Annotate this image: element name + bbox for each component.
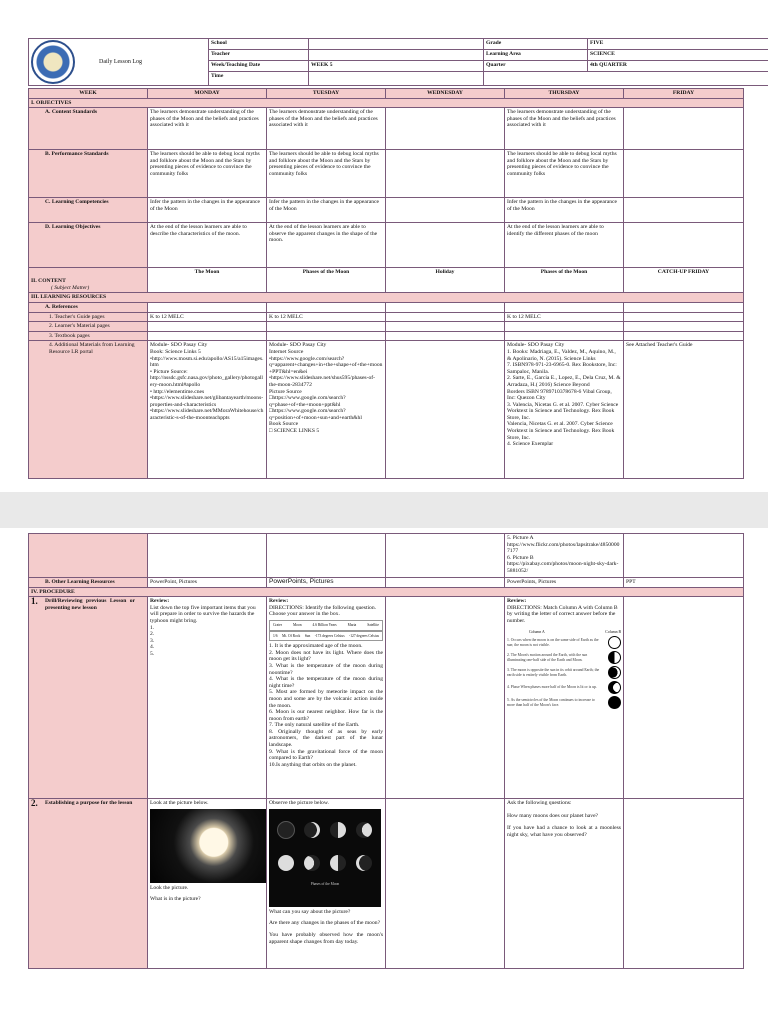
additional-materials-thu: Module- SDO Pasay City 1. Books: Madriaga, E., Valdez, M., Aquino, M., & Apolinario, N. (2015). Science Links 7. ISBN978-971-23-6965-0. Rex Bookstore, Inc: Sampaloc, Manila. 2. Sarte, E., Garcia E., Lopez, E., Dela Cruz, M. & Arradaza, H.( 2016) Science Beyond Borders ISBN 9789710378678-6 Vibal Group, Inc: Quezon City 3. Valencia, Nicetas G. et al. 2007. Cyber Science Worktext in Science and Technology. Rex Book Store, Inc. Valencia, Nicetas G. et al. 2007. Cyber Science Worktext in Science and Technology. Rex Book Store, Inc. 4. Science Exemplar (505, 341, 624, 479)
grade-label: Grade (484, 39, 588, 50)
choice: -173 degrees Celsius (314, 633, 345, 638)
drill-mon (148, 597, 267, 799)
learning-competencies-label: C. Learning Competencies (29, 198, 148, 223)
purpose-thu-intro: Ask the following questions: (507, 800, 572, 807)
content-heading: II. CONTENT (31, 278, 66, 285)
header-table (28, 38, 768, 86)
content-standards-thu: The learners demonstrate understanding of the phases of the Moon and the beliefs and practices associated with it (505, 108, 624, 150)
drill-tue (267, 597, 386, 799)
match-row (507, 665, 621, 680)
grade-value: FIVE (588, 39, 768, 50)
learning-competencies-fri (624, 198, 744, 223)
tg-pages-mon: K to 12 MELC (148, 312, 267, 322)
moon-phase-icon (330, 855, 346, 871)
col-thursday: THURSDAY (505, 89, 624, 99)
moon-phase-icon (356, 822, 372, 838)
purpose-thu-q2: If you have had a chance to look at a moonless night sky, what have you observed? (507, 825, 621, 838)
column-a-label: Column A (529, 629, 545, 634)
purpose-thu (505, 799, 624, 969)
learning-competencies-mon: Infer the pattern in the changes in the appearance of the Moon (148, 198, 267, 223)
col-monday: MONDAY (148, 89, 267, 99)
choice: Maria (347, 622, 357, 627)
additional-materials-fri: See Attached Teacher's Guide (624, 341, 744, 479)
drill-label: Drill/Reviewing previous Lesson or presenting new lesson (45, 598, 135, 611)
procedure-heading: IV. PROCEDURE (29, 587, 744, 597)
content-sub: ( Subject Matter) (51, 284, 90, 291)
time-label: Time (209, 71, 309, 85)
teacher-label: Teacher (209, 49, 309, 60)
purpose-mon-after: Look the picture. (150, 884, 189, 891)
school-value (309, 39, 484, 50)
drill-tue-head: Review: (269, 598, 289, 605)
col-wednesday: WEDNESDAY (386, 89, 505, 99)
tg-pages-label: 1. Teacher's Guide pages (29, 312, 148, 322)
purpose-mon (148, 799, 267, 969)
lm-pages-label: 2. Learner's Material pages (29, 322, 148, 332)
answer-box-row2 (269, 631, 383, 642)
resources-heading: III. LEARNING RESOURCES (29, 293, 744, 303)
school-label: School (209, 39, 309, 50)
match-item: 4. Phase When phases more half of the Moon is lit or is up. (507, 685, 597, 690)
moon-phases-diagram (269, 809, 381, 907)
additional-materials-mon: Module- SDO Pasay City Book: Science Links 5 •http://www.mosm.si.edu/apollo/AS15/a15images.htm • Picture Source: http://nssdc.gsfc.nasa.gov/photo_gallery/photogallery-moon.html#apollo • http://elementime.cnes •https://www.slideshare.net/glibantayearth/moons-properties-and-characteristics •https://www.slideshare.net/MMoraWhitehouse/characteristic-s-of-the-moonteachppts (148, 341, 267, 479)
tg-pages-thu: K to 12 MELC (505, 312, 624, 322)
other-resources-tue: PowerPoints, Pictures (267, 578, 386, 588)
document-page-2 (0, 528, 768, 1024)
content-standards-label: A. Content Standards (29, 108, 148, 150)
objectives-heading: I. OBJECTIVES (29, 98, 744, 108)
other-resources-thu: PowerPoints, Pictures (505, 578, 624, 588)
content-label (29, 268, 148, 293)
new-moon-icon (608, 636, 621, 649)
drill-tue-intro: DIRECTIONS: Identify the following question. Choose your answer in the box. (269, 604, 377, 618)
choice: Crater (273, 622, 282, 627)
purpose-tue-q2: Are there any changes in the phases of the moon? (269, 920, 381, 927)
additional-materials-label: 4. Additional Materials from Learning Resource LR portal (29, 341, 148, 479)
drill-label-cell (29, 597, 148, 799)
purpose-label: Establishing a purpose for the lesson (45, 800, 133, 807)
choice: Satellite (367, 622, 379, 627)
learning-competencies-tue: Infer the pattern in the changes in the appearance of the Moon (267, 198, 386, 223)
full-moon-icon (608, 696, 621, 709)
learning-objectives-wed (386, 223, 505, 268)
full-moon-photo (150, 809, 266, 883)
purpose-mon-question: What is in the picture? (150, 896, 201, 903)
content-fri: CATCH-UP FRIDAY (624, 268, 744, 293)
match-item: 3. The moon is opposite the sun in its orbit around Earth; the earth side is entirely visible from Earth. (507, 668, 600, 677)
drill-thu-head: Review: (507, 598, 527, 605)
time-value (309, 71, 484, 85)
choice: Moon (292, 622, 302, 627)
learning-objectives-label: D. Learning Objectives (29, 223, 148, 268)
learning-competencies-wed (386, 198, 505, 223)
other-resources-label: B. Other Learning Resources (29, 578, 148, 588)
document-page-1 (0, 0, 768, 492)
drill-tue-questions: 1. It is the approximated age of the moon. 2. Moon does not have its light. Where does the moon get its light? 3. What is the temperature of the moon during noontime? 4. What is the temperature of the moon during night time? 5. Most are formed by meteorite impact on the moon and some are by the volcanic action inside the moon. 6. Moon is our nearest neighbor. How far is the moon from earth? 7. The only natural satellite of the Earth. 8. Originally thought of as seas by early astronomers, the darkest part of the lunar landscape. 9. What is the gravitational force of the moon compared to Earth? 10.Is anything that orbits on the planet. (269, 643, 383, 768)
learning-competencies-thu: Infer the pattern in the changes in the appearance of the Moon (505, 198, 624, 223)
col-week: WEEK (29, 89, 148, 99)
learning-objectives-fri (624, 223, 744, 268)
performance-standards-fri (624, 150, 744, 198)
content-standards-mon: The learners demonstrate understanding of the phases of the Moon and the beliefs and practices associated with it (148, 108, 267, 150)
content-standards-fri (624, 108, 744, 150)
area-value: SCIENCE (588, 49, 768, 60)
purpose-label-cell (29, 799, 148, 969)
purpose-number: 2. (31, 798, 38, 809)
references-label: A. References (29, 302, 148, 312)
half-moon-icon (608, 651, 621, 664)
matching-exercise (507, 629, 621, 711)
content-standards-tue: The learners demonstrate understanding of the phases of the Moon and the beliefs and practices associated with it (267, 108, 386, 150)
drill-thu-text: DIRECTIONS: Match Column A with Column B by writing the letter of correct answer before the number. (507, 604, 618, 624)
purpose-tue (267, 799, 386, 969)
drill-mon-head: Review: (150, 598, 170, 605)
moon-phase-icon (304, 855, 320, 871)
drill-thu (505, 597, 624, 799)
deped-seal-icon (31, 40, 75, 84)
moon-phase-icon (277, 821, 295, 839)
performance-standards-label: B. Performance Standards (29, 150, 148, 198)
learning-objectives-thu: At the end of the lesson learners are able to identify the different phases of the moon (505, 223, 624, 268)
performance-standards-thu: The learners should be able to debug local myths and folklore about the Moon and the Stars by presenting pieces of evidence to convince the community folks (505, 150, 624, 198)
drill-number: 1. (31, 596, 38, 607)
area-label: Learning Area (484, 49, 588, 60)
performance-standards-tue: The learners should be able to debug local myths and folklore about the Moon and the Stars by presenting pieces of evidence to convince the community folks (267, 150, 386, 198)
col-tuesday: TUESDAY (267, 89, 386, 99)
match-item: 5. As the semicircles of the Moon continues to increase to more than half of the Moon's face. (507, 698, 595, 707)
choice: 1/6 (273, 633, 278, 638)
quarter-label: Quarter (484, 60, 588, 71)
content-mon: The Moon (148, 268, 267, 293)
teacher-value (309, 49, 484, 60)
tg-pages-tue: K to 12 MELC (267, 312, 386, 322)
col-friday: FRIDAY (624, 89, 744, 99)
week-value: WEEK 5 (309, 60, 484, 71)
lesson-table-continued (28, 533, 744, 969)
textbook-pages-label: 3. Textbook pages (29, 331, 148, 341)
week-label: Week/Teaching Date (209, 60, 309, 71)
log-title: Daily Lesson Log (99, 58, 142, 65)
learning-objectives-mon: At the end of the lesson learners are able to describe the characteristics of the moon. (148, 223, 267, 268)
moon-phase-icon (356, 855, 372, 871)
content-thu: Phases of the Moon (505, 268, 624, 293)
additional-materials-tue: Module- SDO Pasay City Internet Source •https://www.google.com/search?q=apparent+changes+in+the+shape+of+the+moon+PPT&hl=en&ei •https://www.slideshare.net/shus595/phases-of-the-moon-2834772 Picture Source □https://www.google.com/search?q=phase+of+the+moon+ppt&hl □https://www.google.com/search?q=position+of+moon+sun+and+earth&hl Book Source □ SCIENCE LINKS 5 (267, 341, 386, 479)
column-b-label: Column B (605, 629, 621, 634)
lesson-table (28, 88, 744, 479)
purpose-tue-intro: Observe the picture below. (269, 800, 329, 807)
performance-standards-wed (386, 150, 505, 198)
choice: Sun (304, 633, 311, 638)
time-empty (484, 71, 768, 85)
content-tue: Phases of the Moon (267, 268, 386, 293)
match-row (507, 650, 621, 665)
purpose-thu-q1: How many moons does our planet have? (507, 812, 599, 819)
choice: -127 degrees Celsius (349, 633, 379, 638)
content-standards-wed (386, 108, 505, 150)
additional-materials-thu-cont: 5. Picture A https://www.flickr.com/photos/lapsitrake/48500007177 6. Picture B https://pixabay.com/photos/moon-night-sky-dark-5881052/ (505, 534, 624, 578)
match-row (507, 635, 621, 650)
quarter-value: 4th QUARTER (588, 60, 768, 71)
header-logo-cell (29, 39, 209, 86)
moon-phase-icon (330, 822, 346, 838)
match-item: 2. The Moon's motion around the Earth, with the sun illuminating one-half side of the Earth and Moon. (507, 653, 588, 662)
learning-objectives-tue: At the end of the lesson learners are able to observe the apparent changes in the shape of the moon. (267, 223, 386, 268)
phases-caption: Phases of the Moon (310, 882, 340, 887)
other-resources-fri: PPT (624, 578, 744, 588)
purpose-tue-q1: What can you say about the picture? (269, 908, 351, 915)
match-row (507, 680, 621, 695)
purpose-mon-intro: Look at the picture below. (150, 800, 209, 807)
choice: 4.6 Billion Years (312, 622, 337, 627)
other-resources-mon: PowerPoint, Pictures (148, 578, 267, 588)
crescent-moon-icon (608, 666, 621, 679)
purpose-tue-q3: You have probably observed how the moon's apparent shape changes from day today. (269, 931, 383, 945)
answer-box (269, 620, 383, 631)
match-row (507, 695, 621, 710)
drill-mon-text: List down the top five important items that you will prepare in order to survive the hazards the typhoon might bring. 1. 2. 3. 4. 5. (150, 604, 256, 657)
match-item: 1. Occurs when the moon is on the same side of Earth as the sun; the moon is not visible. (507, 638, 599, 647)
choice: Mt. Of Rock (282, 633, 301, 638)
content-wed: Holiday (386, 268, 505, 293)
moon-phase-icon (278, 855, 294, 871)
gibbous-moon-icon (608, 681, 621, 694)
performance-standards-mon: The learners should be able to debug local myths and folklore about the Moon and the Stars by presenting pieces of evidence to convince the community folks (148, 150, 267, 198)
moon-phase-icon (304, 822, 320, 838)
